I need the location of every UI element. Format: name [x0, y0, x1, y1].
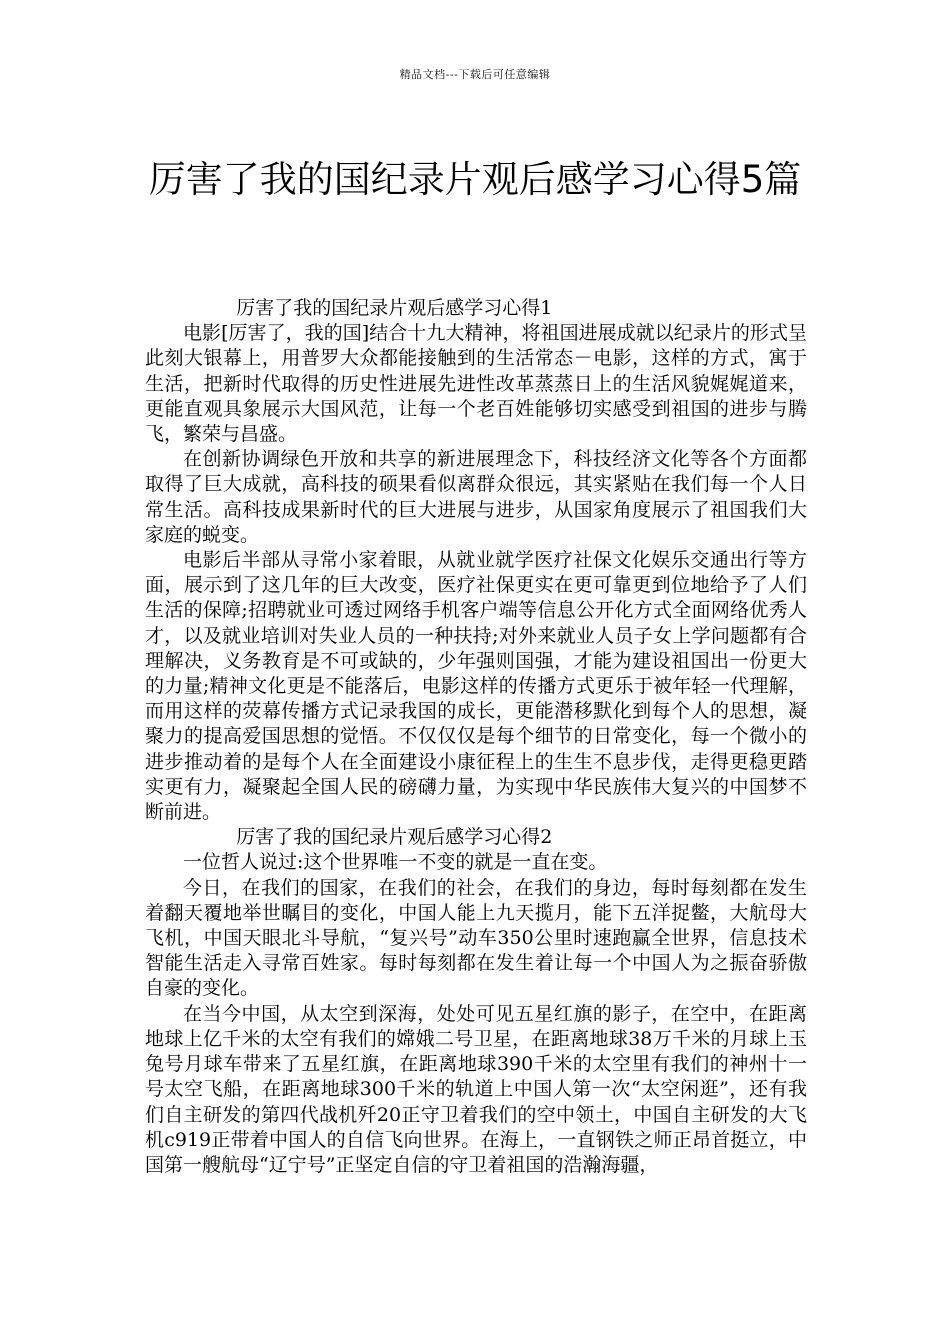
paragraph: 电影后半部从寻常小家着眼，从就业就学医疗社保文化娱乐交通出行等方面，展示到了这几年的巨大改变，医疗社保更实在更可靠更到位地给予了人们生活的保障;招聘就业可透过网络手机客户端等信息公开化方式全面网络优秀人才，以及就业培训对失业人员的一种扶持;对外来就业人员子女上学问题都有合理解决，义务教育是不可或缺的，少年强则国强，才能为建设祖国出一份更大的力量;精神文化更是不能落后，电影这样的传播方式更乐于被年轻一代理解，而用这样的荧幕传播方式记录我国的成长，更能潜移默化到每个人的思想，凝聚力的提高爱国思想的觉悟。不仅仅仅是每个细节的日常变化，每一个微小的进步推动着的是每个人在全面建设小康征程上的生生不息步伐，走得更稳更踏实更有力，凝聚起全国人民的磅礴力量，为实现中华民族伟大复兴的中国梦不断前进。 [145, 549, 807, 824]
paragraph: 在当今中国，从太空到深海，处处可见五星红旗的影子，在空中，在距离地球上亿千米的太空有我们的嫦娥二号卫星，在距离地球38万千米的月球上玉兔号月球车带来了五星红旗，在距离地球390千米的太空里有我们的神州十一号太空飞船，在距离地球300千米的轨道上中国人第一次“太空闲逛”，还有我们自主研发的第四代战机歼20正守卫着我们的空中领土，中国自主研发的大飞机c919正带着中国人的自信飞向世界。在海上，一直钢铁之师正昂首挺立，中国第一艘航母“辽宁号”正坚定自信的守卫着祖国的浩瀚海疆， [145, 1002, 807, 1176]
document-title: 厉害了我的国纪录片观后感学习心得5篇 [148, 157, 802, 201]
paragraph: 在创新协调绿色开放和共享的新进展理念下，科技经济文化等各个方面都取得了巨大成就，高科技的硕果看似离群众很远，其实紧贴在我们每一个人日常生活。高科技成果新时代的巨大进展与进步，从国家角度展示了祖国我们大家庭的蜕变。 [145, 448, 807, 546]
section-heading: 厉害了我的国纪录片观后感学习心得1 [236, 297, 553, 319]
document-body [145, 296, 807, 1178]
section-heading: 厉害了我的国纪录片观后感学习心得2 [236, 826, 553, 849]
paragraph: 电影[厉害了，我的国]结合十九大精神，将祖国进展成就以纪录片的形式呈此刻大银幕上，用普罗大众都能接触到的生活常态－电影，这样的方式，寓于生活，把新时代取得的历史性进展先进性改革蒸蒸日上的生活风貌娓娓道来，更能直观具象展示大国风范，让每一个老百姓能够切实感受到祖国的进步与腾飞，繁荣与昌盛。 [145, 322, 807, 446]
header-note: 精品文档---下载后可任意编辑 [399, 68, 551, 81]
paragraph: 一位哲人说过:这个世界唯一不变的就是一直在变。 [183, 851, 608, 874]
paragraph: 今日，在我们的国家，在我们的社会，在我们的身边，每时每刻都在发生着翻天覆地举世瞩目的变化，中国人能上九天揽月，能下五洋捉鳖，大航母大飞机，中国天眼北斗导航，“复兴号”动车350公里时速跑赢全世界，信息技术智能生活走入寻常百姓家。每时每刻都在发生着让每一个中国人为之振奋骄傲自豪的变化。 [145, 876, 807, 1000]
